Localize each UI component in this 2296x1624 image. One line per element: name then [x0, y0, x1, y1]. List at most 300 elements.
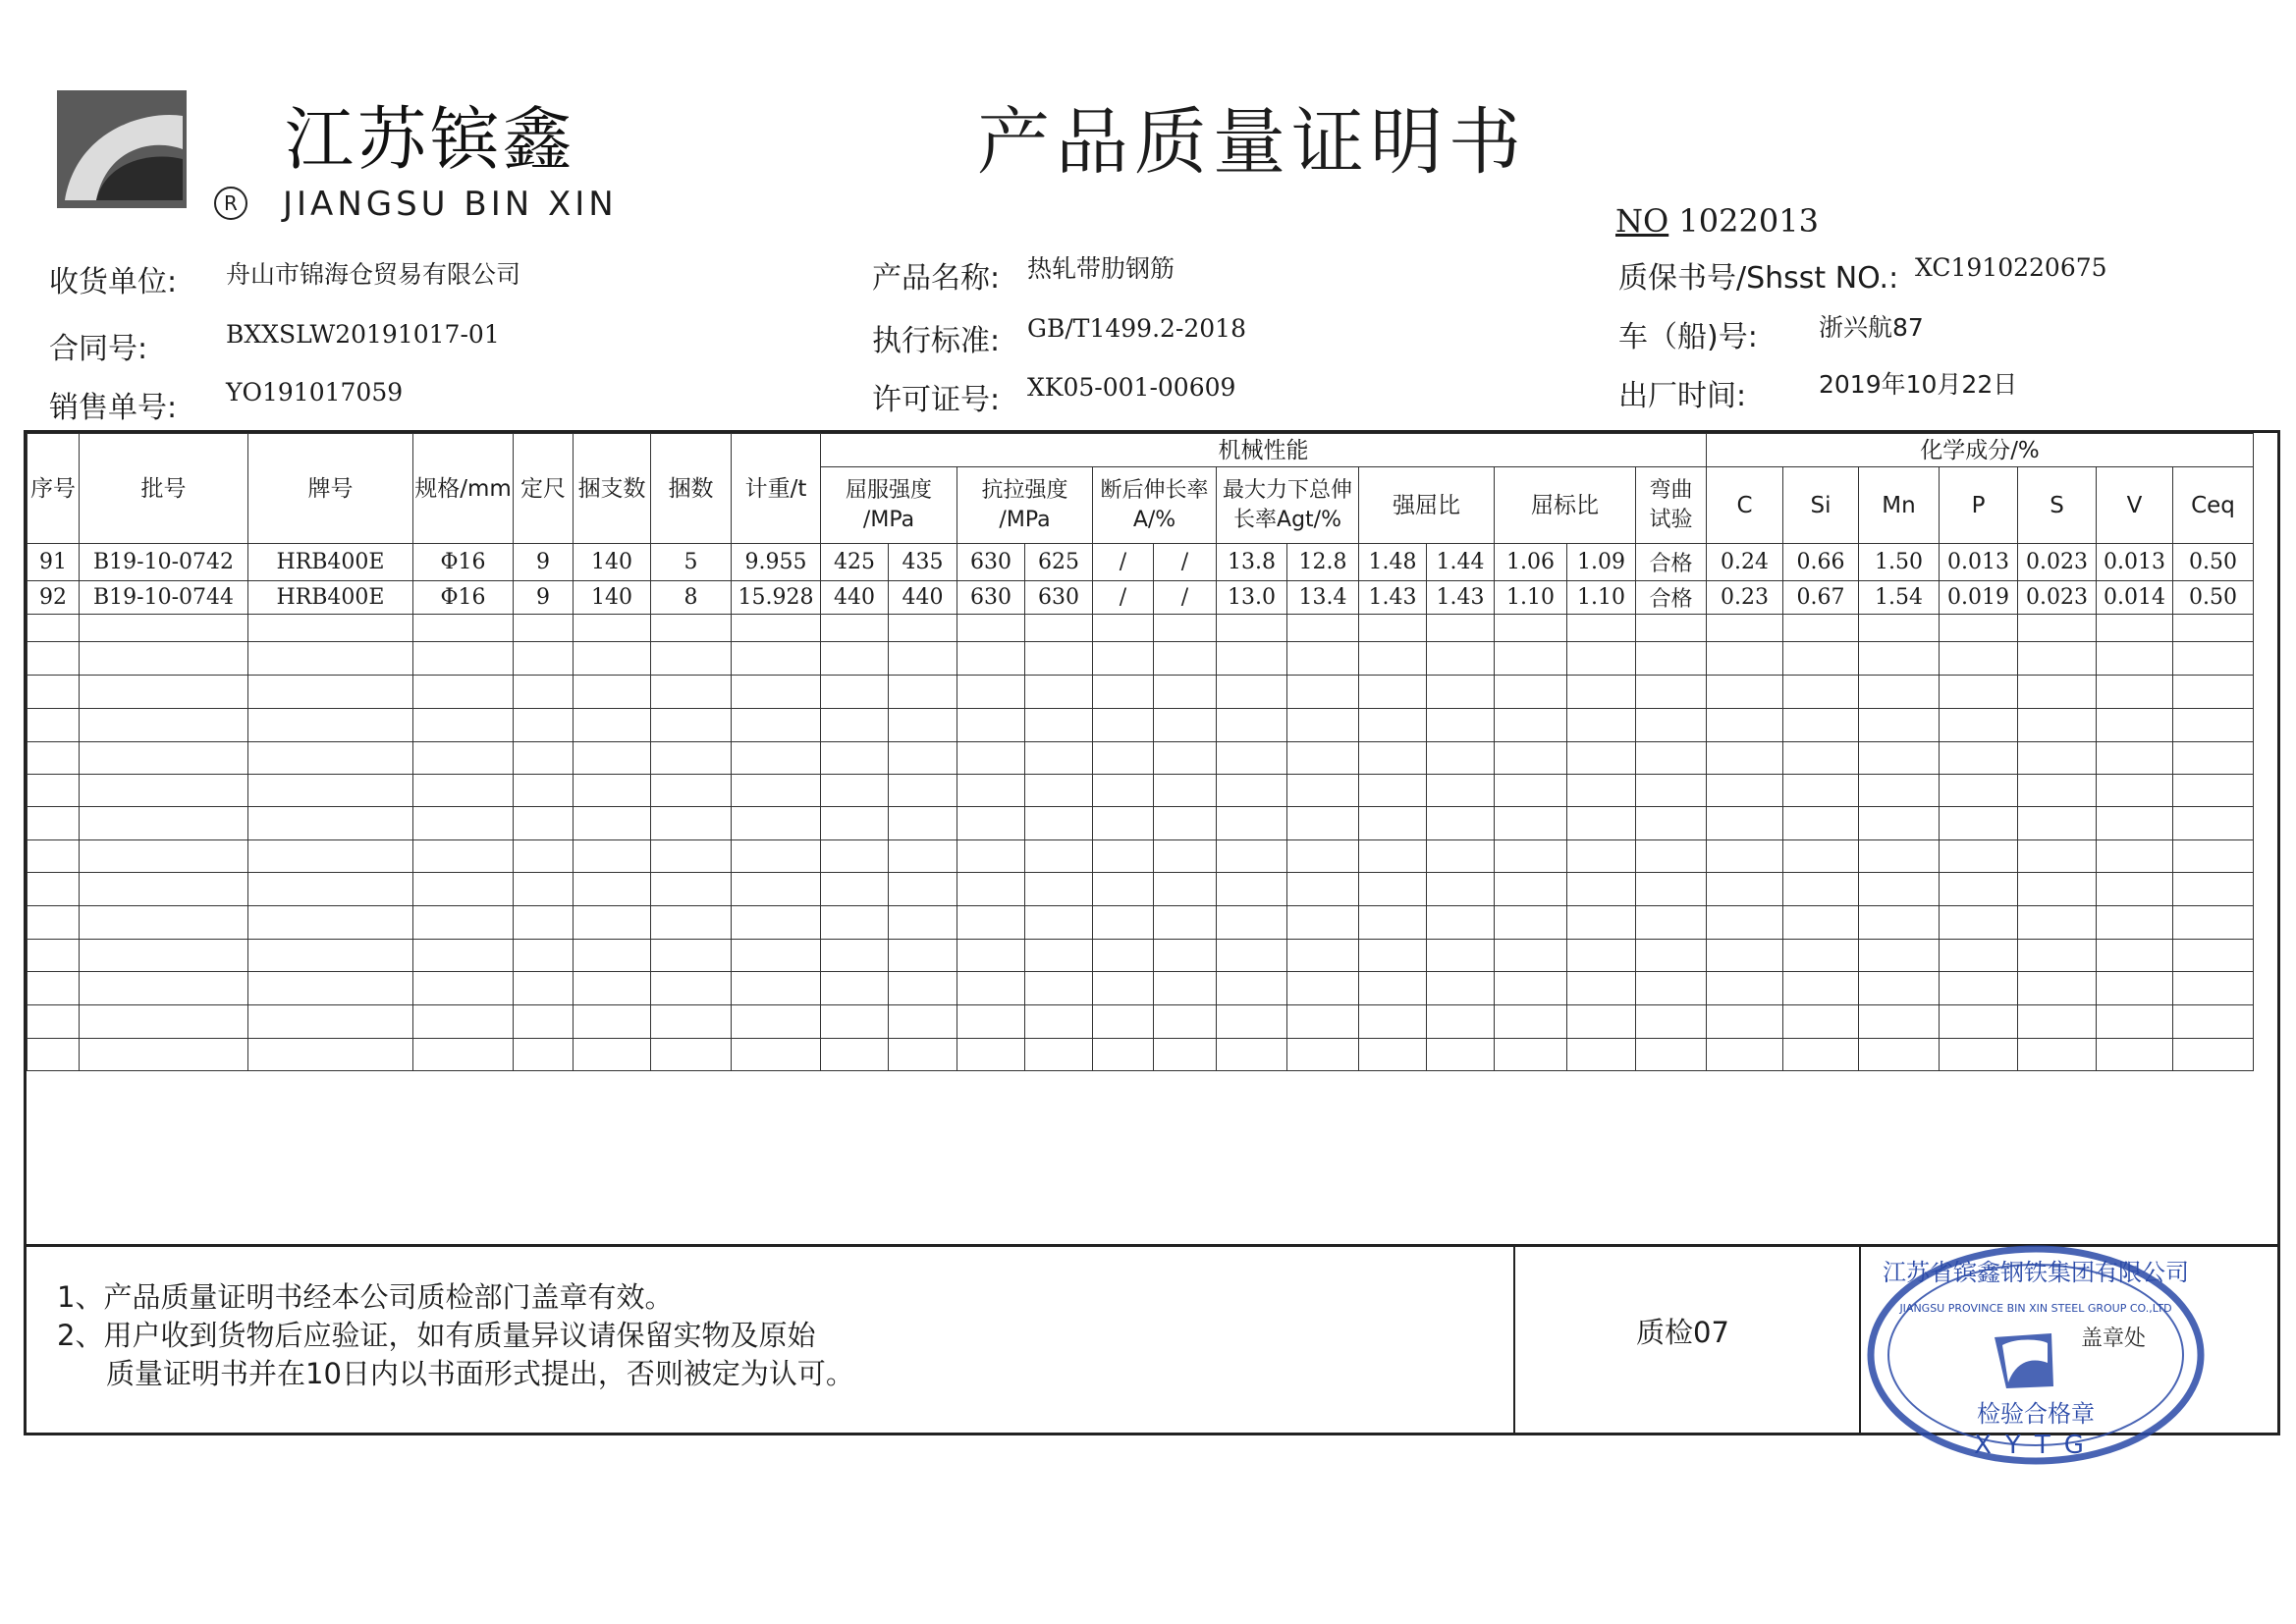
empty-cell	[1287, 840, 1359, 873]
empty-cell	[2173, 1039, 2254, 1071]
empty-cell	[574, 940, 651, 972]
header-bend	[1636, 467, 1707, 544]
empty-cell	[732, 1005, 821, 1039]
empty-cell	[1025, 873, 1093, 906]
empty-cell	[2097, 807, 2173, 840]
empty-cell	[957, 676, 1025, 709]
empty-cell	[2018, 873, 2097, 906]
cell-seq: 91	[27, 544, 80, 581]
empty-cell	[413, 1005, 514, 1039]
document-title: 产品质量证明书	[977, 100, 1527, 185]
empty-cell	[574, 676, 651, 709]
empty-cell	[2018, 742, 2097, 775]
empty-cell	[514, 1039, 574, 1071]
empty-cell	[651, 1039, 732, 1071]
empty-cell	[1154, 1039, 1217, 1071]
product-name-value: 热轧带肋钢筋	[1027, 254, 1175, 283]
empty-cell	[2173, 840, 2254, 873]
header-seq: 序号	[27, 434, 80, 544]
ship-date-label: 出厂时间:	[1618, 379, 1747, 413]
cell-grade: HRB400E	[248, 581, 413, 615]
empty-cell	[1287, 709, 1359, 742]
empty-cell	[2097, 642, 2173, 676]
empty-cell	[27, 840, 80, 873]
document-number	[1615, 202, 1819, 240]
empty-cell	[2173, 906, 2254, 940]
empty-cell	[732, 873, 821, 906]
empty-cell	[1217, 615, 1287, 642]
empty-cell	[574, 775, 651, 807]
empty-cell	[27, 775, 80, 807]
header-s: S	[2018, 467, 2097, 544]
empty-cell	[1154, 940, 1217, 972]
header-spec: 规格/mm	[413, 434, 514, 544]
empty-cell	[1859, 807, 1940, 840]
footer-divider-v1	[1513, 1244, 1515, 1433]
empty-cell	[821, 940, 889, 972]
empty-cell	[1567, 840, 1636, 873]
header-length: 定尺	[514, 434, 574, 544]
empty-cell	[889, 1039, 957, 1071]
empty-cell	[1707, 615, 1783, 642]
empty-cell	[1707, 709, 1783, 742]
empty-cell	[957, 742, 1025, 775]
cell-yratio1: 1.06	[1495, 544, 1567, 581]
empty-cell	[1636, 1039, 1707, 1071]
empty-cell	[1359, 709, 1427, 742]
empty-cell	[1093, 807, 1154, 840]
empty-cell	[889, 642, 957, 676]
cell-yratio2: 1.09	[1567, 544, 1636, 581]
empty-cell	[1495, 709, 1567, 742]
empty-cell	[1636, 840, 1707, 873]
empty-cell	[1025, 742, 1093, 775]
empty-cell	[1359, 873, 1427, 906]
empty-cell	[27, 676, 80, 709]
empty-cell	[1636, 873, 1707, 906]
empty-cell	[2097, 1039, 2173, 1071]
empty-cell	[514, 642, 574, 676]
empty-cell	[889, 906, 957, 940]
empty-cell	[1940, 840, 2018, 873]
empty-cell	[2097, 709, 2173, 742]
empty-cell	[651, 972, 732, 1005]
cell-mn: 1.50	[1859, 544, 1940, 581]
empty-cell	[27, 642, 80, 676]
empty-cell	[1636, 807, 1707, 840]
vehicle-value: 浙兴航87	[1819, 313, 1924, 342]
empty-cell	[1359, 642, 1427, 676]
empty-cell	[2097, 840, 2173, 873]
empty-cell	[248, 1039, 413, 1071]
empty-cell	[1287, 676, 1359, 709]
empty-cell	[2018, 615, 2097, 642]
empty-cell	[1567, 709, 1636, 742]
empty-cell	[651, 807, 732, 840]
empty-cell	[889, 840, 957, 873]
empty-cell	[2173, 873, 2254, 906]
empty-cell	[651, 742, 732, 775]
empty-cell	[80, 1005, 248, 1039]
vehicle-label: 车（船)号:	[1618, 320, 1758, 354]
empty-cell	[1427, 742, 1495, 775]
empty-cell	[1707, 742, 1783, 775]
empty-cell	[1287, 642, 1359, 676]
empty-cell	[821, 1005, 889, 1039]
empty-cell	[2097, 873, 2173, 906]
empty-cell	[1427, 676, 1495, 709]
empty-cell	[248, 676, 413, 709]
empty-cell	[2018, 940, 2097, 972]
cell-ratio2: 1.44	[1427, 544, 1495, 581]
empty-cell	[248, 615, 413, 642]
empty-cell	[732, 615, 821, 642]
empty-cell	[1707, 840, 1783, 873]
empty-cell	[1636, 775, 1707, 807]
cell-p: 0.019	[1940, 581, 2018, 615]
empty-cell	[1567, 873, 1636, 906]
empty-cell	[514, 1005, 574, 1039]
header-yield-ratio: 屈标比	[1495, 467, 1636, 544]
empty-cell	[2018, 906, 2097, 940]
empty-cell	[1783, 840, 1859, 873]
empty-cell	[1217, 873, 1287, 906]
empty-cell	[1359, 807, 1427, 840]
empty-cell	[2018, 972, 2097, 1005]
cell-tensile1: 630	[957, 581, 1025, 615]
cell-elong2: /	[1154, 581, 1217, 615]
empty-cell	[514, 972, 574, 1005]
empty-cell	[2018, 709, 2097, 742]
header-c: C	[1707, 467, 1783, 544]
empty-cell	[1783, 642, 1859, 676]
empty-cell	[1025, 972, 1093, 1005]
empty-cell	[2097, 1005, 2173, 1039]
contract-value: BXXSLW20191017-01	[226, 320, 500, 349]
table-row	[27, 544, 2254, 581]
empty-cell	[1495, 972, 1567, 1005]
empty-cell	[1217, 940, 1287, 972]
cell-yratio2: 1.10	[1567, 581, 1636, 615]
header-yield	[821, 467, 957, 544]
empty-cell	[2097, 906, 2173, 940]
empty-cell	[889, 615, 957, 642]
table-row	[27, 581, 2254, 615]
empty-cell	[1427, 1005, 1495, 1039]
empty-cell	[1093, 775, 1154, 807]
empty-cell	[732, 742, 821, 775]
empty-cell	[27, 615, 80, 642]
empty-cell	[248, 1005, 413, 1039]
cell-weight: 9.955	[732, 544, 821, 581]
empty-cell	[732, 676, 821, 709]
empty-cell	[732, 807, 821, 840]
empty-cell	[1859, 940, 1940, 972]
empty-cell	[2173, 615, 2254, 642]
empty-cell	[413, 775, 514, 807]
empty-cell	[1154, 873, 1217, 906]
empty-cell	[514, 615, 574, 642]
cell-yratio1: 1.10	[1495, 581, 1567, 615]
empty-cell	[1859, 642, 1940, 676]
empty-row	[27, 742, 2254, 775]
empty-cell	[1427, 840, 1495, 873]
empty-cell	[80, 906, 248, 940]
empty-cell	[1359, 615, 1427, 642]
license-value: XK05-001-00609	[1027, 373, 1236, 402]
empty-cell	[27, 972, 80, 1005]
empty-row	[27, 840, 2254, 873]
empty-cell	[27, 940, 80, 972]
empty-cell	[1093, 1005, 1154, 1039]
cell-bend: 合格	[1636, 581, 1707, 615]
empty-cell	[957, 1039, 1025, 1071]
empty-row	[27, 709, 2254, 742]
empty-cell	[732, 840, 821, 873]
cell-weight: 15.928	[732, 581, 821, 615]
empty-cell	[1859, 1005, 1940, 1039]
empty-cell	[1427, 775, 1495, 807]
empty-cell	[1940, 676, 2018, 709]
empty-cell	[1783, 615, 1859, 642]
empty-cell	[1859, 906, 1940, 940]
cert-no-label: 质保书号/Shsst NO.:	[1618, 261, 1899, 296]
empty-cell	[1567, 676, 1636, 709]
header-agt-line1: 最大力下总伸	[1222, 477, 1352, 503]
sales-order-value: YO191017059	[226, 378, 404, 406]
empty-cell	[2018, 775, 2097, 807]
license-label: 许可证号:	[872, 383, 1001, 417]
cell-elong1: /	[1093, 581, 1154, 615]
empty-cell	[651, 642, 732, 676]
cell-bundles: 8	[651, 581, 732, 615]
empty-cell	[27, 807, 80, 840]
cell-agt1: 13.8	[1217, 544, 1287, 581]
cell-p: 0.013	[1940, 544, 2018, 581]
cell-s: 0.023	[2018, 544, 2097, 581]
empty-cell	[1495, 940, 1567, 972]
consignee-value: 舟山市锦海仓贸易有限公司	[226, 260, 521, 289]
empty-cell	[413, 906, 514, 940]
cell-si: 0.67	[1783, 581, 1859, 615]
empty-cell	[80, 615, 248, 642]
header-mechanical: 机械性能	[821, 434, 1707, 467]
empty-cell	[413, 972, 514, 1005]
document-number-value: 1022013	[1678, 202, 1819, 240]
empty-cell	[821, 807, 889, 840]
footer-note-2: 2、用户收到货物后应验证，如有质量异议请保留实物及原始	[57, 1319, 816, 1352]
empty-cell	[80, 873, 248, 906]
empty-cell	[413, 642, 514, 676]
empty-cell	[413, 940, 514, 972]
registered-mark-icon: R	[214, 187, 247, 220]
empty-cell	[1707, 873, 1783, 906]
empty-cell	[1940, 906, 2018, 940]
empty-cell	[889, 775, 957, 807]
empty-cell	[514, 775, 574, 807]
empty-cell	[1217, 742, 1287, 775]
empty-cell	[732, 775, 821, 807]
empty-cell	[1217, 1005, 1287, 1039]
empty-cell	[1154, 615, 1217, 642]
seal-bottom-text: 检验合格章	[1977, 1400, 2095, 1428]
brand-name-cn: 江苏镔鑫	[285, 99, 575, 180]
empty-cell	[1427, 709, 1495, 742]
header-elongation-line2: A/%	[1132, 507, 1176, 532]
product-name-label: 产品名称:	[872, 261, 1001, 296]
empty-row	[27, 775, 2254, 807]
empty-cell	[248, 642, 413, 676]
empty-cell	[1495, 906, 1567, 940]
empty-cell	[1217, 972, 1287, 1005]
empty-cell	[1567, 1039, 1636, 1071]
empty-cell	[80, 642, 248, 676]
cell-tensile1: 630	[957, 544, 1025, 581]
empty-cell	[80, 1039, 248, 1071]
empty-cell	[1287, 615, 1359, 642]
empty-cell	[1636, 642, 1707, 676]
cell-ratio1: 1.48	[1359, 544, 1427, 581]
empty-cell	[1567, 972, 1636, 1005]
empty-cell	[514, 873, 574, 906]
empty-cell	[957, 775, 1025, 807]
empty-cell	[574, 615, 651, 642]
empty-cell	[1783, 1005, 1859, 1039]
empty-cell	[1567, 940, 1636, 972]
empty-cell	[574, 1005, 651, 1039]
empty-cell	[651, 676, 732, 709]
empty-cell	[1636, 1005, 1707, 1039]
cell-v: 0.014	[2097, 581, 2173, 615]
empty-cell	[2018, 807, 2097, 840]
header-bundles: 捆数	[651, 434, 732, 544]
empty-cell	[1783, 742, 1859, 775]
footer-note-3: 质量证明书并在10日内以书面形式提出，否则被定为认可。	[106, 1357, 854, 1390]
empty-cell	[1359, 676, 1427, 709]
empty-cell	[1783, 709, 1859, 742]
empty-cell	[1940, 972, 2018, 1005]
logo-icon	[57, 90, 187, 208]
seal-en-text: JIANGSU PROVINCE BIN XIN STEEL GROUP CO.,LTD	[1899, 1302, 2172, 1315]
empty-cell	[1217, 775, 1287, 807]
empty-cell	[889, 940, 957, 972]
empty-cell	[1567, 742, 1636, 775]
empty-cell	[1707, 807, 1783, 840]
empty-cell	[651, 940, 732, 972]
cell-yield2: 440	[889, 581, 957, 615]
empty-cell	[1707, 972, 1783, 1005]
cell-si: 0.66	[1783, 544, 1859, 581]
cert-no-value: XC1910220675	[1915, 253, 2107, 282]
empty-cell	[1154, 742, 1217, 775]
empty-cell	[2173, 709, 2254, 742]
empty-cell	[80, 709, 248, 742]
cell-ratio1: 1.43	[1359, 581, 1427, 615]
empty-cell	[732, 906, 821, 940]
empty-cell	[1783, 972, 1859, 1005]
seal-center-text: 盖章处	[2081, 1326, 2147, 1351]
empty-cell	[248, 940, 413, 972]
empty-cell	[574, 807, 651, 840]
empty-cell	[2097, 676, 2173, 709]
empty-cell	[2173, 940, 2254, 972]
header-yield-line1: 屈服强度	[845, 477, 932, 503]
empty-cell	[957, 840, 1025, 873]
empty-cell	[889, 972, 957, 1005]
header-si: Si	[1783, 467, 1859, 544]
empty-cell	[651, 873, 732, 906]
empty-cell	[574, 873, 651, 906]
empty-row	[27, 1005, 2254, 1039]
empty-cell	[821, 615, 889, 642]
footer-notes	[57, 1278, 854, 1393]
empty-cell	[1359, 775, 1427, 807]
empty-cell	[413, 676, 514, 709]
header-bend-line1: 弯曲	[1649, 477, 1693, 503]
empty-cell	[27, 906, 80, 940]
empty-cell	[1093, 709, 1154, 742]
empty-cell	[1567, 642, 1636, 676]
empty-cell	[413, 873, 514, 906]
empty-cell	[2097, 742, 2173, 775]
cell-s: 0.023	[2018, 581, 2097, 615]
empty-cell	[889, 873, 957, 906]
cell-mn: 1.54	[1859, 581, 1940, 615]
empty-cell	[1495, 642, 1567, 676]
empty-cell	[1859, 742, 1940, 775]
empty-cell	[1940, 709, 2018, 742]
empty-cell	[651, 1005, 732, 1039]
cell-elong2: /	[1154, 544, 1217, 581]
empty-cell	[248, 906, 413, 940]
empty-cell	[1636, 742, 1707, 775]
empty-cell	[1154, 840, 1217, 873]
empty-cell	[27, 709, 80, 742]
empty-cell	[2097, 775, 2173, 807]
cell-v: 0.013	[2097, 544, 2173, 581]
empty-cell	[1025, 807, 1093, 840]
empty-cell	[80, 807, 248, 840]
empty-cell	[1567, 615, 1636, 642]
seal-top-text: 江苏省镔鑫钢铁集团有限公司	[1883, 1259, 2189, 1286]
empty-cell	[1495, 807, 1567, 840]
empty-cell	[889, 676, 957, 709]
empty-cell	[821, 840, 889, 873]
empty-cell	[574, 642, 651, 676]
empty-cell	[821, 642, 889, 676]
empty-cell	[1495, 676, 1567, 709]
empty-cell	[1093, 742, 1154, 775]
empty-cell	[1217, 642, 1287, 676]
empty-cell	[1495, 840, 1567, 873]
empty-cell	[248, 840, 413, 873]
empty-cell	[80, 775, 248, 807]
company-logo	[57, 90, 187, 208]
header-agt	[1217, 467, 1359, 544]
empty-cell	[1359, 742, 1427, 775]
empty-cell	[27, 873, 80, 906]
empty-cell	[2173, 742, 2254, 775]
empty-cell	[1154, 1005, 1217, 1039]
cell-agt1: 13.0	[1217, 581, 1287, 615]
empty-cell	[80, 940, 248, 972]
cell-bars: 140	[574, 581, 651, 615]
empty-cell	[1025, 1005, 1093, 1039]
empty-cell	[1093, 906, 1154, 940]
empty-cell	[1940, 873, 2018, 906]
empty-cell	[1217, 840, 1287, 873]
empty-cell	[1707, 1039, 1783, 1071]
